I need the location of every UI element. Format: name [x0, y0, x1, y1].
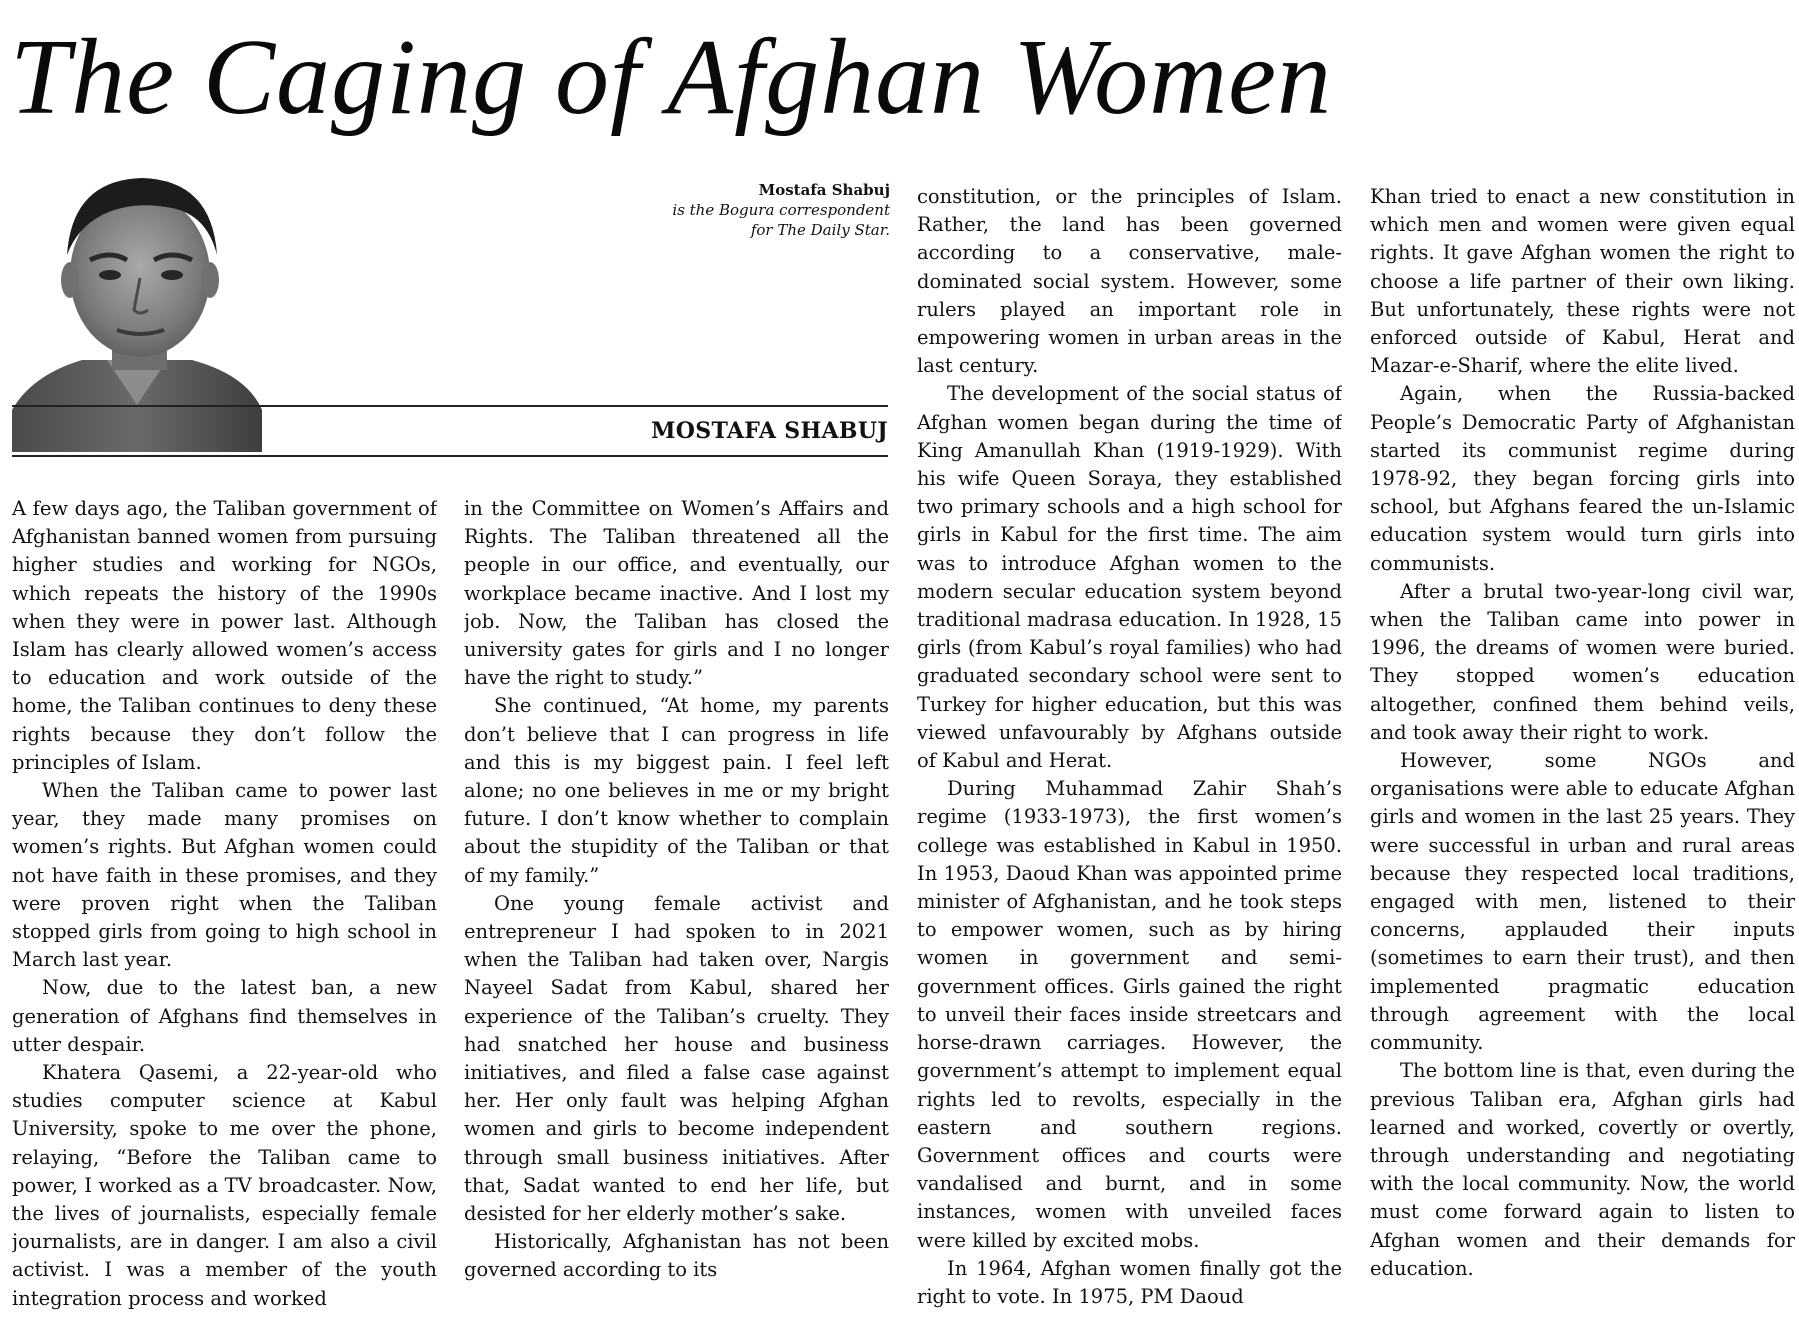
article-column-4 [1370, 183, 1795, 1335]
byline-bottom-rule [12, 455, 888, 457]
paragraph: Khatera Qasemi, a 22-year-old who studies computer science at Kabul University, spoke to me over the phone, relaying, “Before the Taliban came to power, I worked as a TV broadcaster. Now, the lives of journalists, especially female journalists, are in danger. I am also a civil activist. I was a member of the youth integration process and worked [12, 1061, 437, 1310]
paragraph: In 1964, Afghan women finally got the right to vote. In 1975, PM Daoud [917, 1256, 1342, 1308]
paragraph: Historically, Afghanistan has not been governed according to its [464, 1230, 889, 1282]
paragraph: After a brutal two-year-long civil war, when the Taliban came into power in 1996, the dreams of women were buried. They stopped women’s education altogether, confined them behind veils, and took away their right to work. [1370, 579, 1795, 744]
paragraph: A few days ago, the Taliban government of Afghanistan banned women from pursuing higher studies and working for NGOs, which repeats the history of the 1990s when they were in power last. Although Islam has clearly allowed women’s access to education and work outside of the home, the Taliban continues to deny these rights because they don’t follow the principles of Islam. [12, 497, 437, 774]
article-column-3 [917, 183, 1342, 1335]
byline: MOSTAFA SHABUJ [651, 418, 888, 444]
author-photo [12, 160, 262, 452]
article-column-2 [464, 495, 889, 1335]
bio-author-name: Mostafa Shabuj [758, 181, 890, 199]
paragraph: Khan tried to enact a new constitution in which men and women were given equal rights. It gave Afghan women the right to choose a life partner of their own liking. But unfortunately, these rights were not enforced outside of Kabul, Herat and Mazar-e-Sharif, where the elite lived. [1370, 185, 1795, 378]
headline: The Caging of Afghan Women [10, 18, 1333, 137]
byline-top-rule [12, 405, 888, 407]
author-bio [560, 180, 890, 240]
paragraph: When the Taliban came to power last year, they made many promises on women’s rights. But Afghan women could not have faith in these promises, and they were proven right when the Taliban stopped girls from going to high school in March last year. [12, 779, 437, 972]
paragraph: However, some NGOs and organisations were able to educate Afghan girls and women in the last 25 years. They were successful in urban and rural areas because they respected local traditions, engaged with men, listened to their concerns, applauded their inputs (sometimes to earn their trust), and then implemented pragmatic education through agreement with the local community. [1370, 749, 1795, 1055]
article-column-1 [12, 495, 437, 1335]
paragraph: One young female activist and entrepreneur I had spoken to in 2021 when the Taliban had taken over, Nargis Nayeel Sadat from Kabul, shared her experience of the Taliban’s cruelty. They had snatched her house and business initiatives, and filed a false case against her. Her only fault was helping Afghan women and girls to become independent through small business initiatives. After that, Sadat wanted to end her life, but desisted for her elderly mother’s sake. [464, 891, 889, 1226]
bio-description-line-1: is the Bogura correspondent [672, 201, 890, 219]
paragraph: constitution, or the principles of Islam. Rather, the land has been governed according to a conservative, male-dominated social system. However, some rulers played an important role in empowering women in urban areas in the last century. [917, 185, 1342, 378]
paragraph: The bottom line is that, even during the previous Taliban era, Afghan girls had learned and worked, covertly or overtly, through understanding and negotiating with the local community. Now, the world must come forward again to listen to Afghan women and their demands for education. [1370, 1059, 1795, 1280]
paragraph: in the Committee on Women’s Affairs and Rights. The Taliban threatened all the people in our office, and eventually, our workplace became inactive. And I lost my job. Now, the Taliban has closed the university gates for girls and I no longer have the right to study.” [464, 497, 889, 690]
paragraph: She continued, “At home, my parents don’t believe that I can progress in life and this is my biggest pain. I feel left alone; no one believes in me or my bright future. I don’t know whether to complain about the stupidity of the Taliban or that of my family.” [464, 694, 889, 887]
paragraph: Again, when the Russia-backed People’s Democratic Party of Afghanistan started its communist regime during 1978-92, they began forcing girls into school, but Afghans feared the un-Islamic education system would turn girls into communists. [1370, 382, 1795, 575]
paragraph: During Muhammad Zahir Shah’s regime (1933-1973), the first women’s college was established in Kabul in 1950. In 1953, Daoud Khan was appointed prime minister of Afghanistan, and he took steps to empower women, such as by hiring women in government and semi-government offices. Girls gained the right to unveil their faces inside streetcars and horse-drawn carriages. However, the government’s attempt to implement equal rights led to revolts, especially in the eastern and southern regions. Government offices and courts were vandalised and burnt, and in some instances, women with unveiled faces were killed by excited mobs. [917, 777, 1342, 1252]
paragraph: Now, due to the latest ban, a new generation of Afghans find themselves in utter despair. [12, 976, 437, 1056]
bio-description-line-2: for The Daily Star. [750, 221, 890, 239]
paragraph: The development of the social status of Afghan women began during the time of King Amanullah Khan (1919-1929). With his wife Queen Soraya, they established two primary schools and a high school for girls in Kabul for the first time. The aim was to introduce Afghan women to the modern secular education system beyond traditional madrasa education. In 1928, 15 girls (from Kabul’s royal families) who had graduated secondary school were sent to Turkey for higher education, but this was viewed unfavourably by Afghans outside of Kabul and Herat. [917, 382, 1342, 773]
